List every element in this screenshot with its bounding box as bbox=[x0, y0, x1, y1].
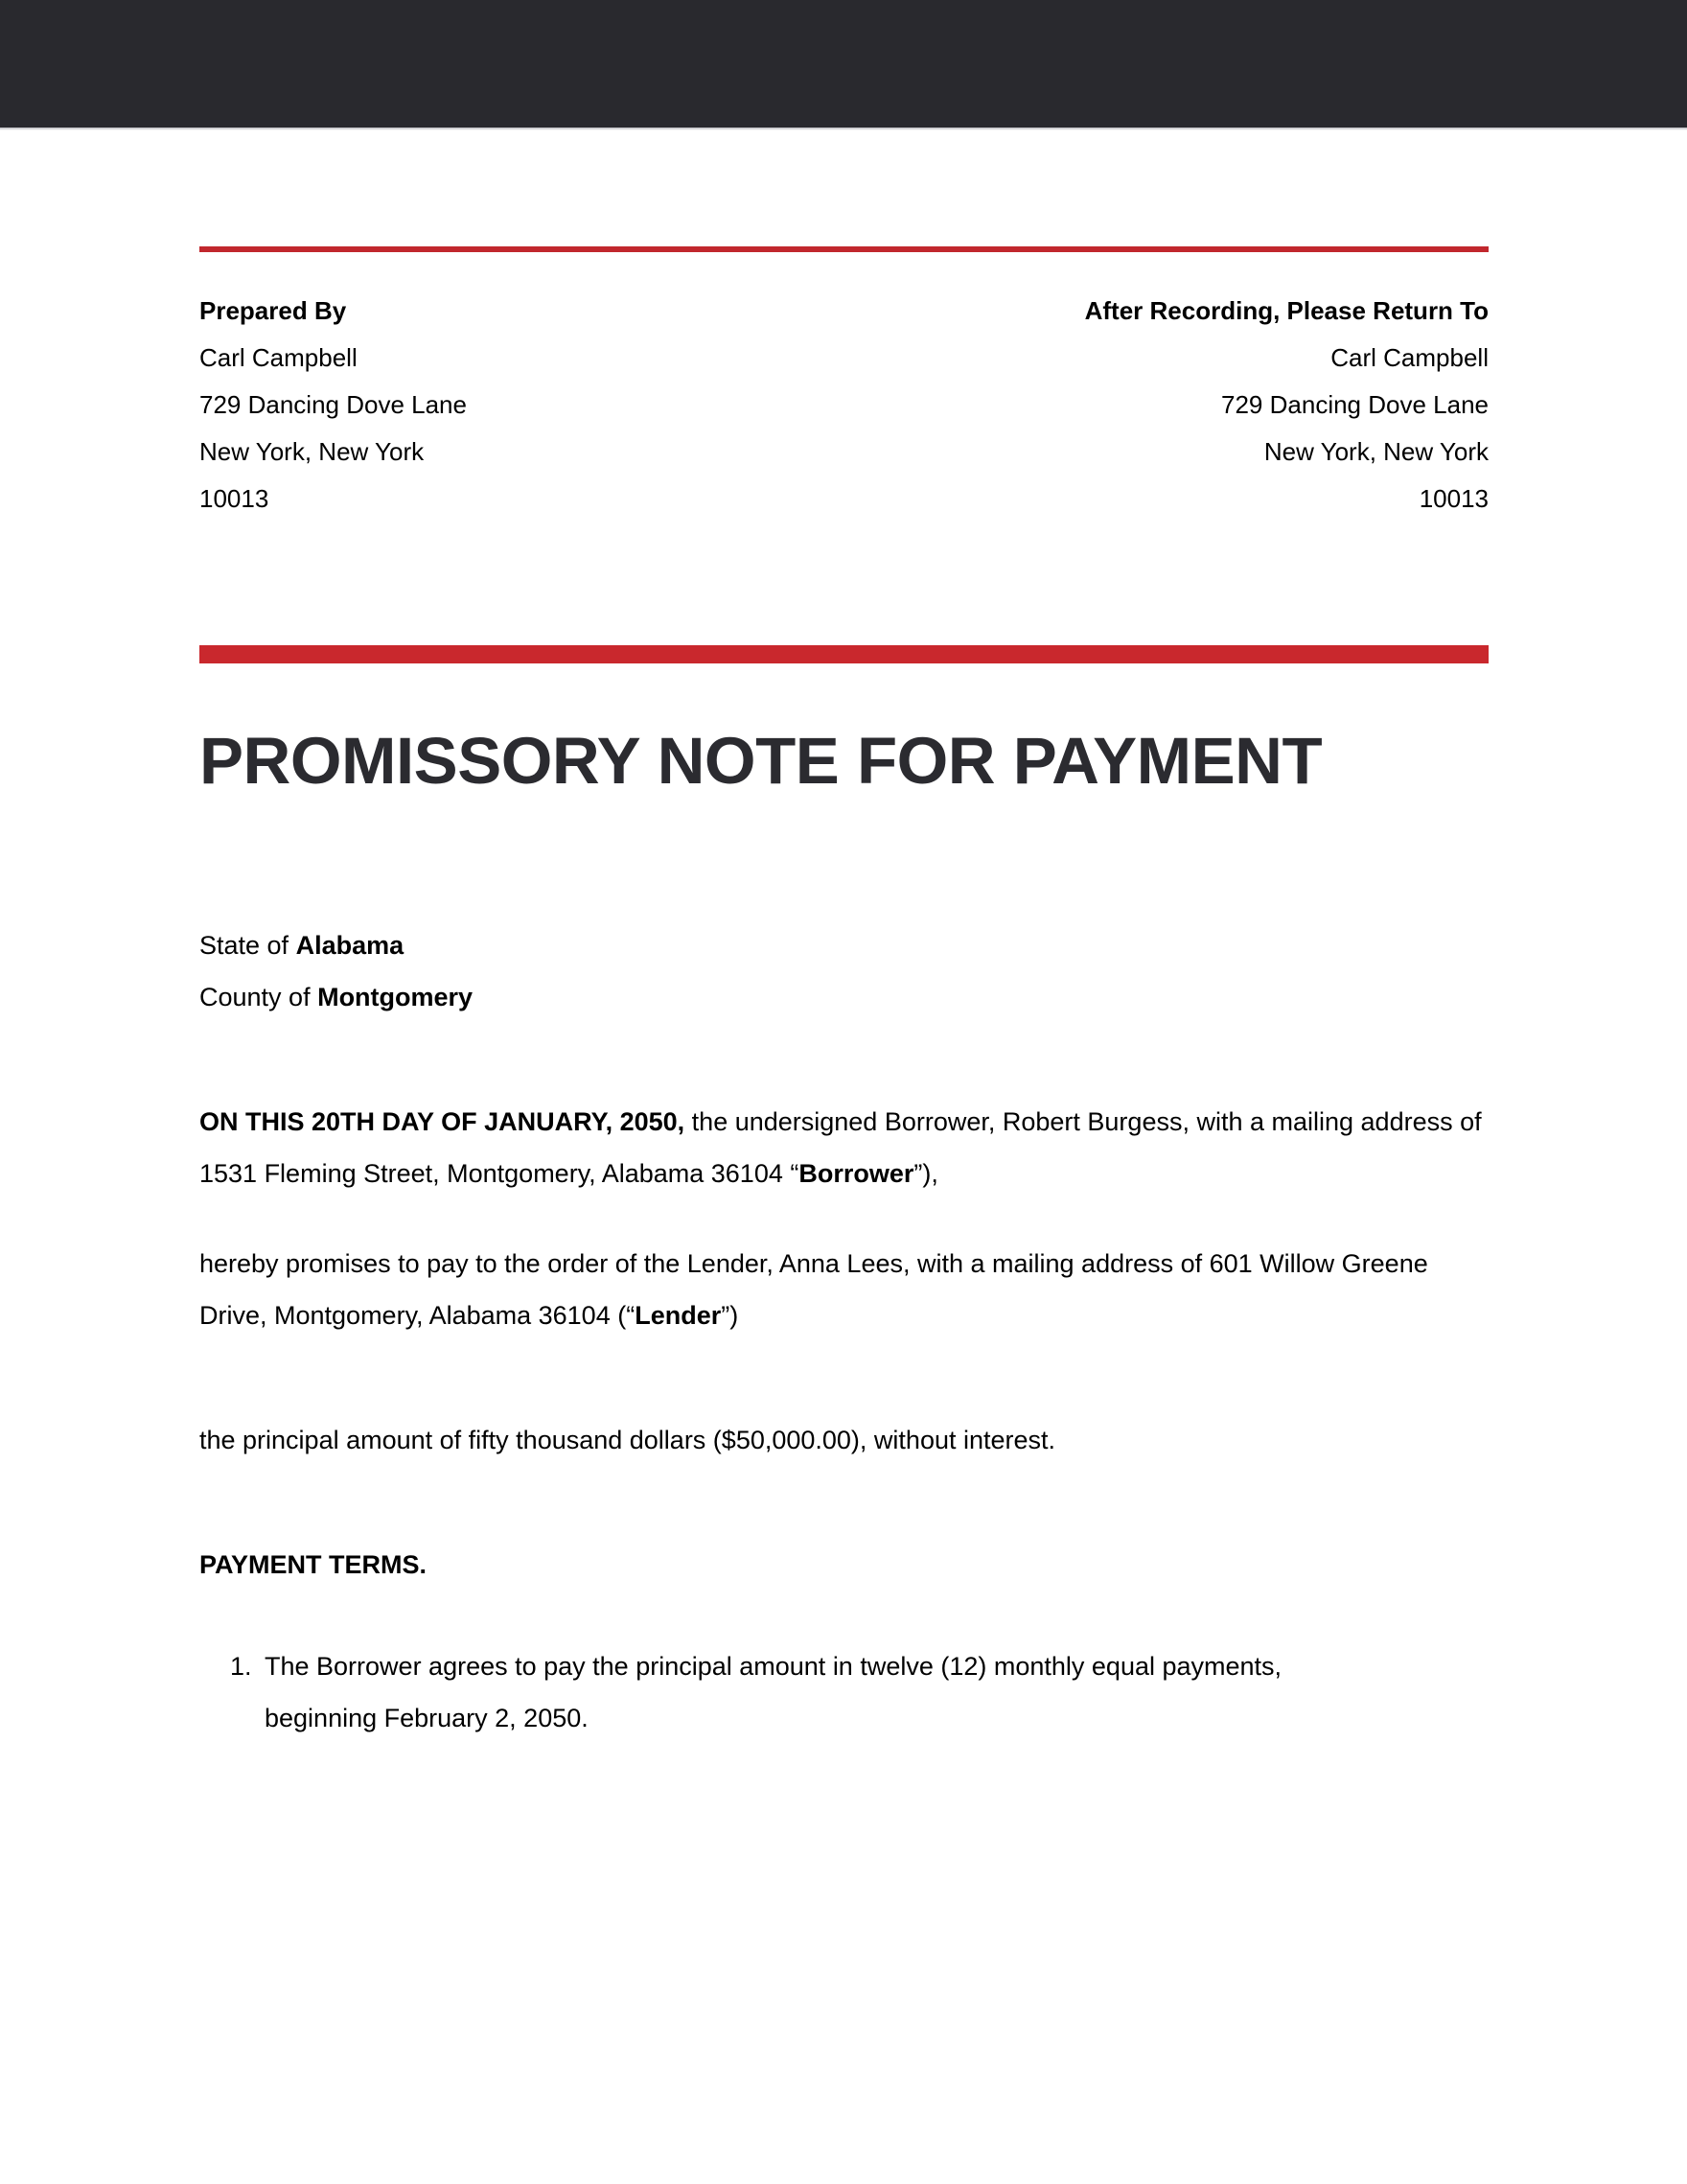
venue-block bbox=[199, 919, 1489, 1023]
prepared-by-heading: Prepared By bbox=[199, 296, 347, 325]
payment-terms-list bbox=[199, 1640, 1489, 1744]
lender-defined-term: Lender bbox=[635, 1301, 722, 1330]
payment-terms-heading: PAYMENT TERMS. bbox=[199, 1550, 428, 1579]
header-rule-thin bbox=[199, 246, 1489, 252]
prepared-by-zip: 10013 bbox=[199, 484, 269, 513]
return-to-name: Carl Campbell bbox=[1330, 343, 1489, 372]
prepared-by-block bbox=[199, 288, 794, 523]
prepared-by-street: 729 Dancing Dove Lane bbox=[199, 390, 467, 419]
return-to-block bbox=[894, 288, 1489, 523]
lender-lead-text: hereby promises to pay to the order of the Lender, Anna Lees, with a mailing address of 601 Willow Greene Drive, Montgomery, Alabama 36104 (“ bbox=[199, 1249, 1428, 1330]
list-item-text: The Borrower agrees to pay the principal amount in twelve (12) monthly equal payments, beginning February 2, 2050. bbox=[265, 1652, 1283, 1732]
opening-tail-text: ”), bbox=[913, 1159, 938, 1188]
venue-state-label: State of bbox=[199, 931, 296, 960]
title-rule-thick bbox=[199, 645, 1489, 663]
prepared-by-city-state: New York, New York bbox=[199, 437, 425, 466]
venue-state-value: Alabama bbox=[295, 931, 404, 960]
return-to-zip: 10013 bbox=[1419, 484, 1489, 513]
venue-county bbox=[199, 971, 1489, 1023]
return-to-city-state: New York, New York bbox=[1263, 437, 1489, 466]
list-item bbox=[199, 1640, 1489, 1744]
opening-date-bold: ON THIS 20TH DAY OF JANUARY, 2050, bbox=[199, 1107, 685, 1136]
return-to-heading: After Recording, Please Return To bbox=[1084, 296, 1489, 325]
page-title: PROMISSORY NOTE FOR PAYMENT bbox=[199, 724, 1323, 798]
venue-state bbox=[199, 919, 1489, 971]
header-address-row bbox=[199, 288, 1489, 523]
prepared-by-name: Carl Campbell bbox=[199, 343, 358, 372]
header-spacer bbox=[199, 523, 1489, 645]
venue-county-value: Montgomery bbox=[317, 983, 474, 1011]
document-page bbox=[0, 130, 1687, 2184]
opening-borrower-defined-term: Borrower bbox=[798, 1159, 914, 1188]
opening-rest-text: the undersigned Borrower, Robert Burgess, with a mailing address of 1531 Fleming Street, Montgomery, Alabama 36104 “ bbox=[199, 1107, 1482, 1188]
document-content bbox=[199, 130, 1489, 1744]
app-toolbar bbox=[0, 0, 1687, 128]
venue-county-label: County of bbox=[199, 983, 318, 1011]
paragraph-opening bbox=[199, 1096, 1489, 1199]
list-item-number: 1. bbox=[230, 1652, 252, 1681]
return-to-street: 729 Dancing Dove Lane bbox=[1221, 390, 1489, 419]
paragraph-lender bbox=[199, 1238, 1489, 1341]
paragraph-principal-amount: the principal amount of fifty thousand dollars ($50,000.00), without interest. bbox=[199, 1426, 1056, 1454]
lender-tail-text: ”) bbox=[721, 1301, 739, 1330]
